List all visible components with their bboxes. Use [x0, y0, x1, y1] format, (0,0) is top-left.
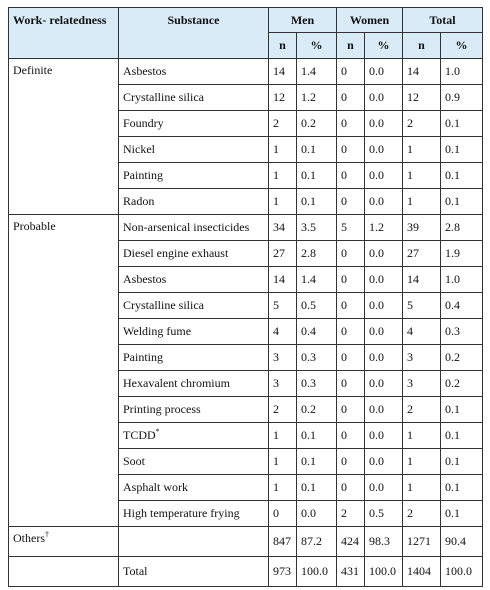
total-n-cell: 27	[403, 241, 441, 267]
men-pct-cell: 0.1	[297, 423, 337, 449]
men-pct-cell: 0.0	[297, 501, 337, 527]
total-n-cell: 4	[403, 319, 441, 345]
women-n-cell: 0	[337, 319, 365, 345]
substance-cell	[119, 319, 269, 345]
table-row	[9, 215, 483, 241]
substance-cell	[119, 345, 269, 371]
men-pct-cell: 0.2	[297, 397, 337, 423]
total-n-cell: 1	[403, 423, 441, 449]
substance-label: Painting	[123, 350, 164, 364]
substance-cell	[119, 449, 269, 475]
header-total-pct: %	[441, 33, 483, 59]
total-pct-cell: 0.1	[441, 137, 483, 163]
men-n-cell: 27	[269, 241, 297, 267]
substance-cell	[119, 371, 269, 397]
total-n-cell: 1	[403, 449, 441, 475]
work-relatedness-label: Others	[13, 531, 45, 545]
women-n-cell: 0	[337, 449, 365, 475]
men-pct-cell: 0.3	[297, 371, 337, 397]
women-n-cell: 0	[337, 293, 365, 319]
men-n-cell: 847	[269, 527, 297, 557]
women-pct-cell: 0.0	[365, 267, 403, 293]
total-n-cell: 14	[403, 267, 441, 293]
substance-label: Printing process	[123, 402, 201, 416]
total-n-cell: 1	[403, 475, 441, 501]
total-n-cell: 1	[403, 163, 441, 189]
women-n-cell: 2	[337, 501, 365, 527]
substance-cell	[119, 241, 269, 267]
work-relatedness-cell	[9, 215, 119, 527]
women-n-cell: 0	[337, 111, 365, 137]
substance-cell	[119, 189, 269, 215]
men-pct-cell: 0.4	[297, 319, 337, 345]
substance-label: Asphalt work	[123, 480, 188, 494]
men-pct-cell: 0.2	[297, 111, 337, 137]
total-pct-cell: 0.1	[441, 475, 483, 501]
men-pct-cell: 3.5	[297, 215, 337, 241]
work-relatedness-label: Definite	[13, 63, 53, 77]
substance-cell	[119, 267, 269, 293]
substance-cell	[119, 501, 269, 527]
men-n-cell: 34	[269, 215, 297, 241]
women-n-cell: 0	[337, 397, 365, 423]
total-n-cell: 3	[403, 371, 441, 397]
women-pct-cell: 0.0	[365, 85, 403, 111]
men-n-cell: 4	[269, 319, 297, 345]
substance-cell	[119, 557, 269, 587]
total-n-cell: 3	[403, 345, 441, 371]
women-pct-cell: 0.0	[365, 137, 403, 163]
footnote-mark: †	[45, 530, 49, 539]
women-pct-cell: 0.0	[365, 397, 403, 423]
data-table	[8, 7, 483, 587]
total-pct-cell: 0.1	[441, 111, 483, 137]
total-pct-cell: 0.3	[441, 319, 483, 345]
women-n-cell: 0	[337, 189, 365, 215]
total-pct-cell: 0.1	[441, 397, 483, 423]
men-pct-cell: 0.5	[297, 293, 337, 319]
women-n-cell: 0	[337, 345, 365, 371]
table-row	[9, 59, 483, 85]
men-pct-cell: 100.0	[297, 557, 337, 587]
table-header	[9, 8, 483, 59]
header-substance: Substance	[119, 8, 269, 33]
men-n-cell: 3	[269, 345, 297, 371]
women-n-cell: 0	[337, 163, 365, 189]
men-pct-cell: 0.3	[297, 345, 337, 371]
women-pct-cell: 0.0	[365, 189, 403, 215]
header-women-n: n	[337, 33, 365, 59]
men-n-cell: 1	[269, 163, 297, 189]
header-men-n: n	[269, 33, 297, 59]
header-men: Men	[269, 8, 337, 33]
men-n-cell: 1	[269, 475, 297, 501]
men-n-cell: 2	[269, 111, 297, 137]
men-n-cell: 1	[269, 449, 297, 475]
men-pct-cell: 1.4	[297, 59, 337, 85]
total-n-cell: 1271	[403, 527, 441, 557]
men-n-cell: 1	[269, 137, 297, 163]
footnote-mark: *	[155, 427, 160, 436]
men-n-cell: 3	[269, 371, 297, 397]
women-pct-cell: 0.5	[365, 501, 403, 527]
total-pct-cell: 2.8	[441, 215, 483, 241]
total-pct-cell: 0.2	[441, 371, 483, 397]
substance-label: Foundry	[123, 116, 164, 130]
men-pct-cell: 0.1	[297, 475, 337, 501]
total-n-cell: 39	[403, 215, 441, 241]
men-n-cell: 0	[269, 501, 297, 527]
men-n-cell: 5	[269, 293, 297, 319]
substance-label: Painting	[123, 168, 164, 182]
men-n-cell: 1	[269, 189, 297, 215]
women-pct-cell: 0.0	[365, 59, 403, 85]
total-n-cell: 2	[403, 397, 441, 423]
men-n-cell: 1	[269, 423, 297, 449]
women-n-cell: 431	[337, 557, 365, 587]
men-pct-cell: 0.1	[297, 189, 337, 215]
work-relatedness-cell	[9, 59, 119, 215]
total-pct-cell: 1.9	[441, 241, 483, 267]
substance-label: Hexavalent chromium	[123, 376, 230, 390]
men-pct-cell: 0.1	[297, 137, 337, 163]
total-n-cell: 14	[403, 59, 441, 85]
women-n-cell: 5	[337, 215, 365, 241]
header-women-pct: %	[365, 33, 403, 59]
header-work-relatedness: Work- relatedness	[9, 8, 119, 33]
header-men-pct: %	[297, 33, 337, 59]
total-n-cell: 1	[403, 137, 441, 163]
women-n-cell: 0	[337, 241, 365, 267]
women-pct-cell: 0.0	[365, 345, 403, 371]
women-pct-cell: 0.0	[365, 423, 403, 449]
women-pct-cell: 98.3	[365, 527, 403, 557]
men-n-cell: 14	[269, 59, 297, 85]
substance-cell	[119, 137, 269, 163]
men-pct-cell: 87.2	[297, 527, 337, 557]
substance-cell	[119, 423, 269, 449]
work-relatedness-label: Probable	[13, 219, 56, 233]
total-pct-cell: 100.0	[441, 557, 483, 587]
substance-cell	[119, 59, 269, 85]
total-n-cell: 2	[403, 501, 441, 527]
work-relatedness-cell	[9, 557, 119, 587]
women-n-cell: 0	[337, 267, 365, 293]
total-pct-cell: 90.4	[441, 527, 483, 557]
substance-cell	[119, 111, 269, 137]
total-pct-cell: 1.0	[441, 59, 483, 85]
total-n-cell: 2	[403, 111, 441, 137]
total-n-cell: 12	[403, 85, 441, 111]
substance-label: Total	[123, 564, 148, 578]
women-pct-cell: 1.2	[365, 215, 403, 241]
total-pct-cell: 0.9	[441, 85, 483, 111]
substance-cell	[119, 397, 269, 423]
substance-cell	[119, 293, 269, 319]
substance-cell	[119, 85, 269, 111]
men-n-cell: 2	[269, 397, 297, 423]
women-pct-cell: 0.0	[365, 475, 403, 501]
work-relatedness-cell	[9, 527, 119, 557]
substance-label: Soot	[123, 454, 146, 468]
total-pct-cell: 0.1	[441, 189, 483, 215]
men-pct-cell: 1.4	[297, 267, 337, 293]
total-n-cell: 1	[403, 189, 441, 215]
total-pct-cell: 1.0	[441, 267, 483, 293]
substance-label: Asbestos	[123, 64, 167, 78]
header-blank	[9, 33, 119, 59]
total-n-cell: 5	[403, 293, 441, 319]
total-pct-cell: 0.1	[441, 449, 483, 475]
men-n-cell: 12	[269, 85, 297, 111]
women-n-cell: 0	[337, 423, 365, 449]
men-pct-cell: 0.1	[297, 163, 337, 189]
total-pct-cell: 0.1	[441, 423, 483, 449]
header-women: Women	[337, 8, 403, 33]
header-total-n: n	[403, 33, 441, 59]
header-total: Total	[403, 8, 483, 33]
women-pct-cell: 0.0	[365, 293, 403, 319]
men-n-cell: 973	[269, 557, 297, 587]
women-n-cell: 0	[337, 475, 365, 501]
women-pct-cell: 100.0	[365, 557, 403, 587]
women-pct-cell: 0.0	[365, 319, 403, 345]
total-pct-cell: 0.2	[441, 345, 483, 371]
women-pct-cell: 0.0	[365, 163, 403, 189]
women-pct-cell: 0.0	[365, 371, 403, 397]
substance-label: High temperature frying	[123, 506, 240, 520]
substance-cell	[119, 163, 269, 189]
men-n-cell: 14	[269, 267, 297, 293]
women-pct-cell: 0.0	[365, 449, 403, 475]
substance-cell	[119, 475, 269, 501]
substance-label: Crystalline silica	[123, 90, 204, 104]
women-n-cell: 0	[337, 371, 365, 397]
table-row	[9, 527, 483, 557]
table-body	[9, 59, 483, 587]
women-n-cell: 0	[337, 85, 365, 111]
women-n-cell: 0	[337, 59, 365, 85]
substance-label: Radon	[123, 194, 155, 208]
substance-cell	[119, 527, 269, 557]
women-pct-cell: 0.0	[365, 241, 403, 267]
header-blank	[119, 33, 269, 59]
substance-label: Asbestos	[123, 272, 167, 286]
substance-label: Welding fume	[123, 324, 192, 338]
men-pct-cell: 0.1	[297, 449, 337, 475]
substance-label: Nickel	[123, 142, 155, 156]
women-pct-cell: 0.0	[365, 111, 403, 137]
substance-label: Crystalline silica	[123, 298, 204, 312]
substance-label: TCDD	[123, 428, 156, 442]
table-row	[9, 557, 483, 587]
total-pct-cell: 0.4	[441, 293, 483, 319]
women-n-cell: 424	[337, 527, 365, 557]
substance-cell	[119, 215, 269, 241]
substance-label: Non-arsenical insecticides	[123, 220, 250, 234]
total-pct-cell: 0.1	[441, 501, 483, 527]
men-pct-cell: 2.8	[297, 241, 337, 267]
men-pct-cell: 1.2	[297, 85, 337, 111]
total-n-cell: 1404	[403, 557, 441, 587]
women-n-cell: 0	[337, 137, 365, 163]
total-pct-cell: 0.1	[441, 163, 483, 189]
substance-label: Diesel engine exhaust	[123, 246, 229, 260]
